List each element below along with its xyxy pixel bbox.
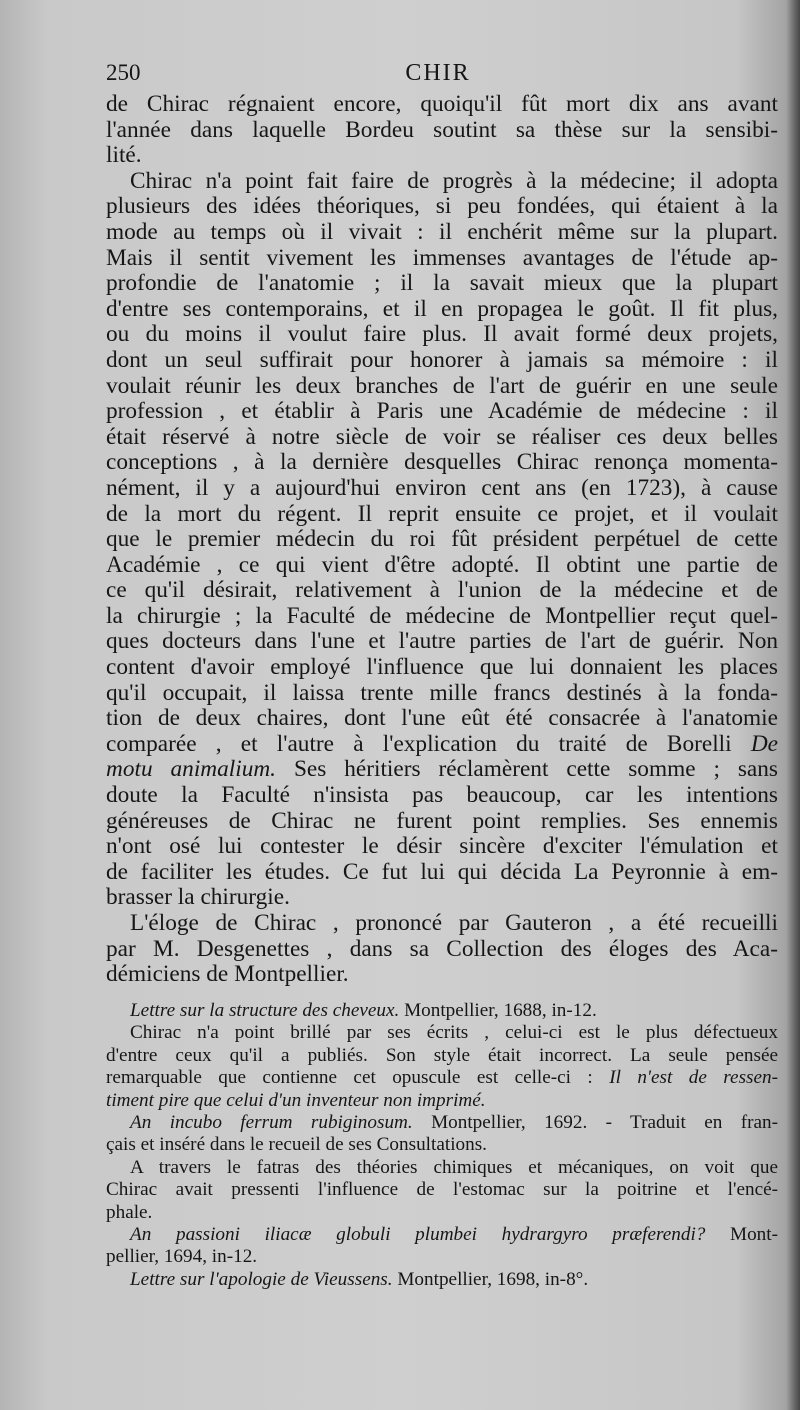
text-line-text: par M. Desgenettes , dans sa Collection des éloges des Aca- <box>106 935 778 962</box>
text-line <box>106 169 778 195</box>
text-line-text: de la mort du régent. Il reprit ensuite ce projet, et il voulait <box>106 500 778 527</box>
text-line <box>106 118 778 144</box>
text-line-text: voulait réunir les deux branches de l'art de guérir en une seule <box>106 372 778 399</box>
running-head <box>106 60 770 90</box>
text-line-text: que le premier médecin du roi fût président perpétuel de cette <box>106 526 778 553</box>
note-line-italic: An incubo ferrum rubiginosum. <box>130 1111 413 1133</box>
note-line <box>106 1202 778 1224</box>
note-line-text: remarquable que contienne cet opuscule est celle-ci : <box>106 1067 593 1089</box>
note-line <box>106 1112 778 1134</box>
text-line <box>106 962 778 988</box>
note-line-text: Chirac n'a point brillé par ses écrits , celui-ci est le plus défectueux <box>130 1022 778 1044</box>
text-line <box>106 604 778 630</box>
text-line-text: Mais il sentit vivement les immenses avantages de l'étude ap- <box>106 244 778 271</box>
note-line <box>106 1045 778 1067</box>
note-line <box>106 1157 778 1179</box>
page-edge-shadow <box>786 0 800 1410</box>
text-line <box>106 706 778 732</box>
note-line <box>106 1269 778 1291</box>
text-line <box>106 450 778 476</box>
text-line <box>106 92 778 118</box>
text-line-italic: motu animalium. <box>106 756 277 783</box>
text-line-text: l'année dans laquelle Bordeu soutint sa thèse sur la sensibi- <box>106 116 778 143</box>
note-line <box>106 1022 778 1044</box>
text-line <box>106 348 778 374</box>
text-line-text: était réservé à notre siècle de voir se réaliser ces deux belles <box>106 423 778 450</box>
note-line-italic: Lettre sur la structure des cheveux. <box>130 1000 400 1021</box>
text-line <box>106 578 778 604</box>
text-line-text: Chirac n'a point fait faire de progrès à la médecine; il adopta <box>130 167 778 194</box>
note-line-italic: Lettre sur l'apologie de Vieussens. <box>130 1268 393 1290</box>
text-line <box>106 246 778 272</box>
text-line <box>106 681 778 707</box>
text-line-text: profondie de l'anatomie ; il la savait mieux que la plupart <box>106 270 778 297</box>
text-line <box>106 937 778 963</box>
text-line-text: brasser la chirurgie. <box>106 884 290 911</box>
text-line <box>106 425 778 451</box>
text-line <box>106 220 778 246</box>
text-line <box>106 553 778 579</box>
note-line <box>106 1067 778 1089</box>
main-text <box>106 92 778 988</box>
text-line <box>106 834 778 860</box>
note-line <box>106 1224 778 1246</box>
text-line <box>106 374 778 400</box>
text-line-text: Ses héritiers réclamèrent cette somme ; sans <box>276 756 778 783</box>
text-line-text: lité. <box>106 142 142 169</box>
text-line-text: la chirurgie ; la Faculté de médecine de Montpellier reçut quel- <box>106 602 778 629</box>
text-line-text: nément, il y a aujourd'hui environ cent ans (en 1723), à cause <box>106 474 778 501</box>
text-line-italic: De <box>750 730 779 757</box>
text-line-text: tion de deux chaires, dont l'une eût été consacrée à l'anatomie <box>106 705 778 732</box>
text-line <box>106 783 778 809</box>
note-line <box>106 1134 778 1156</box>
note-line-text: d'entre ceux qu'il a publiés. Son style était incorrect. La seule pensée <box>106 1044 778 1066</box>
note-line-text: Chirac avait pressenti l'influence de l'estomac sur la poitrine et l'encé- <box>106 1179 778 1201</box>
text-line-text: qu'il occupait, il laissa trente mille francs destinés à la fonda- <box>106 679 778 706</box>
note-line <box>106 1000 778 1022</box>
text-line-text: de faciliter les études. Ce fut lui qui décida La Peyronnie à em- <box>106 858 778 885</box>
note-line-italic: timent pire que celui d'un inventeur non imprimé. <box>106 1089 486 1111</box>
text-line-text: plusieurs des idées théoriques, si peu fondées, qui étaient à la <box>106 193 778 220</box>
note-line-italic: Il n'est de ressen- <box>609 1067 779 1089</box>
note-line-italic: An passioni iliacæ globuli plumbei hydrargyro præferendi? <box>130 1223 706 1245</box>
text-line-text: généreuses de Chirac ne furent point remplies. Ses ennemis <box>106 807 778 834</box>
note-line-text: çais et inséré dans le recueil de ses Consultations. <box>106 1134 487 1156</box>
note-line-text: phale. <box>106 1201 153 1223</box>
note-line <box>106 1246 778 1268</box>
note-line-text: Montpellier, 1698, in-8°. <box>392 1268 589 1290</box>
text-line <box>106 194 778 220</box>
text-line-text: Académie , ce qui vient d'être adopté. Il obtint une partie de <box>106 551 778 578</box>
text-line <box>106 527 778 553</box>
note-line <box>106 1179 778 1201</box>
text-line-text: doute la Faculté n'insista pas beaucoup, car les intentions <box>106 782 778 809</box>
text-line-text: dont un seul suffirait pour honorer à jamais sa mémoire : il <box>106 346 778 373</box>
text-line <box>106 143 778 169</box>
text-line-text: conceptions , à la dernière desquelles Chirac renonça momenta- <box>106 449 778 476</box>
text-line <box>106 399 778 425</box>
text-line-text: content d'avoir employé l'influence que lui donnaient les places <box>106 654 778 681</box>
note-line-text: Montpellier, 1688, in-12. <box>399 1000 597 1021</box>
note-line-text: pellier, 1694, in-12. <box>106 1246 258 1268</box>
text-line <box>106 271 778 297</box>
text-line-text: démiciens de Montpellier. <box>106 961 349 988</box>
text-line-text: mode au temps où il vivait : il enchérit même sur la plupart. <box>106 218 778 245</box>
text-line-text: ou du moins il voulut faire plus. Il avait formé deux projets, <box>106 321 778 348</box>
note-line-text: A travers le fatras des théories chimiques et mécaniques, on voit que <box>130 1156 778 1178</box>
text-line <box>106 322 778 348</box>
text-line <box>106 757 778 783</box>
text-line <box>106 629 778 655</box>
text-line-text: L'éloge de Chirac , prononcé par Gauteron , a été recueilli <box>130 910 778 936</box>
text-line <box>106 732 778 758</box>
note-line-text: Montpellier, 1692. - Traduit en fran- <box>412 1111 778 1133</box>
text-line-text: n'ont osé lui contester le désir sincère d'exciter l'émulation et <box>106 833 778 860</box>
text-line-text: profession , et établir à Paris une Académie de médecine : il <box>106 398 778 425</box>
text-line <box>106 860 778 886</box>
text-line <box>106 911 778 937</box>
text-line <box>106 502 778 528</box>
note-line <box>106 1090 778 1112</box>
text-line-text: comparée , et l'autre à l'explication du traité de Borelli <box>106 730 732 757</box>
text-line-text: de Chirac régnaient encore, quoiqu'il fût mort dix ans avant <box>106 91 778 117</box>
running-title: CHIR <box>405 60 471 86</box>
text-line <box>106 297 778 323</box>
text-line-text: d'entre ses contemporains, et il en propagea le goût. Il fit plus, <box>106 295 778 322</box>
text-line-text: ques docteurs dans l'une et l'autre parties de l'art de guérir. Non <box>106 628 778 655</box>
text-line-text: ce qu'il désirait, relativement à l'union de la médecine et de <box>106 577 778 604</box>
text-line <box>106 655 778 681</box>
text-line <box>106 809 778 835</box>
page-number: 250 <box>106 60 141 85</box>
text-line <box>106 885 778 911</box>
bibliography-notes <box>106 1000 778 1291</box>
text-line <box>106 476 778 502</box>
note-line-text: Mont- <box>705 1223 778 1245</box>
